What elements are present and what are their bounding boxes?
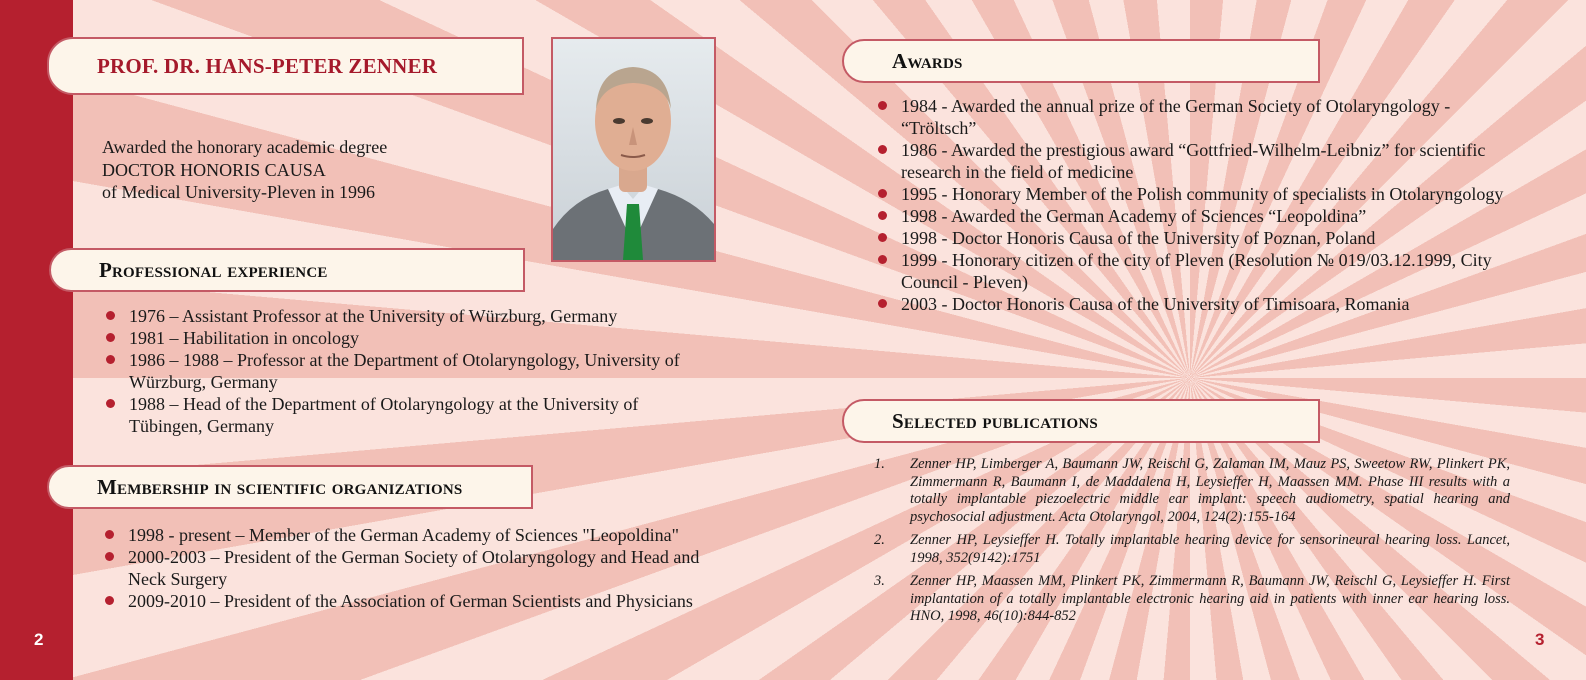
list-item: 1976 – Assistant Professor at the University of Würzburg, Germany bbox=[103, 305, 713, 327]
list-item: 1995 - Honorary Member of the Polish community of specialists in Otolaryngology bbox=[875, 183, 1515, 205]
list-item: 1986 – 1988 – Professor at the Department of Otolaryngology, University of Würzburg, Germany bbox=[103, 349, 713, 393]
list-item: 1981 – Habilitation in oncology bbox=[103, 327, 713, 349]
page-number-left: 2 bbox=[34, 630, 44, 649]
name-header bbox=[47, 37, 524, 95]
list-item: 1986 - Awarded the prestigious award “Gottfried-Wilhelm-Leibniz” for scientific research in the field of medicine bbox=[875, 139, 1515, 183]
list-item: 2003 - Doctor Honoris Causa of the University of Timisoara, Romania bbox=[875, 293, 1515, 315]
intro-text bbox=[102, 136, 387, 204]
publication-number: 1. bbox=[874, 456, 885, 472]
page-title: PROF. DR. HANS-PETER ZENNER bbox=[97, 53, 438, 78]
publication-text: Zenner HP, Limberger A, Baumann JW, Reischl G, Zalaman IM, Mauz PS, Sweetow RW, Plinkert PK, Zimmermann R, Baumann I, de Maddalena H, Leysieffer H, Maassen MM. Phase III results with a totally implantable piezoelectric middle ear implant: speech audiometry, spatial hearing and psychosocial adjustment. Acta Otolaryngol, 2004, 124(2):155-164 bbox=[910, 456, 1510, 525]
list-item: 1984 - Awarded the annual prize of the German Society of Otolaryngology - “Tröltsch” bbox=[875, 95, 1515, 139]
publications-list bbox=[874, 456, 1510, 632]
list-item: 2009-2010 – President of the Association of German Scientists and Physicians bbox=[102, 590, 722, 612]
intro-line: of Medical University-Pleven in 1996 bbox=[102, 182, 375, 202]
section-title: Selected publications bbox=[892, 408, 1098, 433]
publication-number: 3. bbox=[874, 573, 885, 589]
professional-experience-header bbox=[49, 248, 525, 292]
section-title: Professional experience bbox=[99, 257, 328, 282]
publication-text: Zenner HP, Maassen MM, Plinkert PK, Zimmermann R, Baumann JW, Reischl G, Leysieffer H. First implantation of a totally implantable electronic hearing aid in patients with inner ear hearing loss. HNO, 1998, 46(10):844-852 bbox=[910, 573, 1510, 624]
portrait-icon bbox=[553, 39, 714, 260]
list-item: 1999 - Honorary citizen of the city of Pleven (Resolution № 019/03.12.1999, City Council - Pleven) bbox=[875, 249, 1515, 293]
left-sidebar-bar bbox=[0, 0, 73, 680]
publication-item bbox=[874, 573, 1510, 626]
list-item: 1988 – Head of the Department of Otolaryngology at the University of Tübingen, Germany bbox=[103, 393, 713, 437]
publication-item bbox=[874, 456, 1510, 526]
section-title: Awards bbox=[892, 48, 963, 73]
awards-header bbox=[842, 39, 1320, 83]
awards-list bbox=[875, 95, 1515, 315]
publication-text: Zenner HP, Leysieffer H. Totally implantable hearing device for sensorineural hearing loss. Lancet, 1998, 352(9142):1751 bbox=[910, 532, 1510, 566]
membership-header bbox=[47, 465, 533, 509]
intro-line: DOCTOR HONORIS CAUSA bbox=[102, 159, 326, 180]
list-item: 1998 - Awarded the German Academy of Sciences “Leopoldina” bbox=[875, 205, 1515, 227]
list-item: 1998 - Doctor Honoris Causa of the University of Poznan, Poland bbox=[875, 227, 1515, 249]
membership-list bbox=[102, 524, 722, 612]
portrait-photo bbox=[551, 37, 716, 262]
professional-experience-list bbox=[103, 305, 713, 437]
list-item: 1998 - present – Member of the German Academy of Sciences "Leopoldina" bbox=[102, 524, 722, 546]
publication-item bbox=[874, 532, 1510, 567]
page-number-right: 3 bbox=[1535, 630, 1545, 649]
intro-line: Awarded the honorary academic degree bbox=[102, 137, 388, 157]
list-item: 2000-2003 – President of the German Society of Otolaryngology and Head and Neck Surgery bbox=[102, 546, 722, 590]
publications-header bbox=[842, 399, 1320, 443]
section-title: Membership in scientific organizations bbox=[97, 474, 463, 499]
publication-number: 2. bbox=[874, 532, 885, 548]
